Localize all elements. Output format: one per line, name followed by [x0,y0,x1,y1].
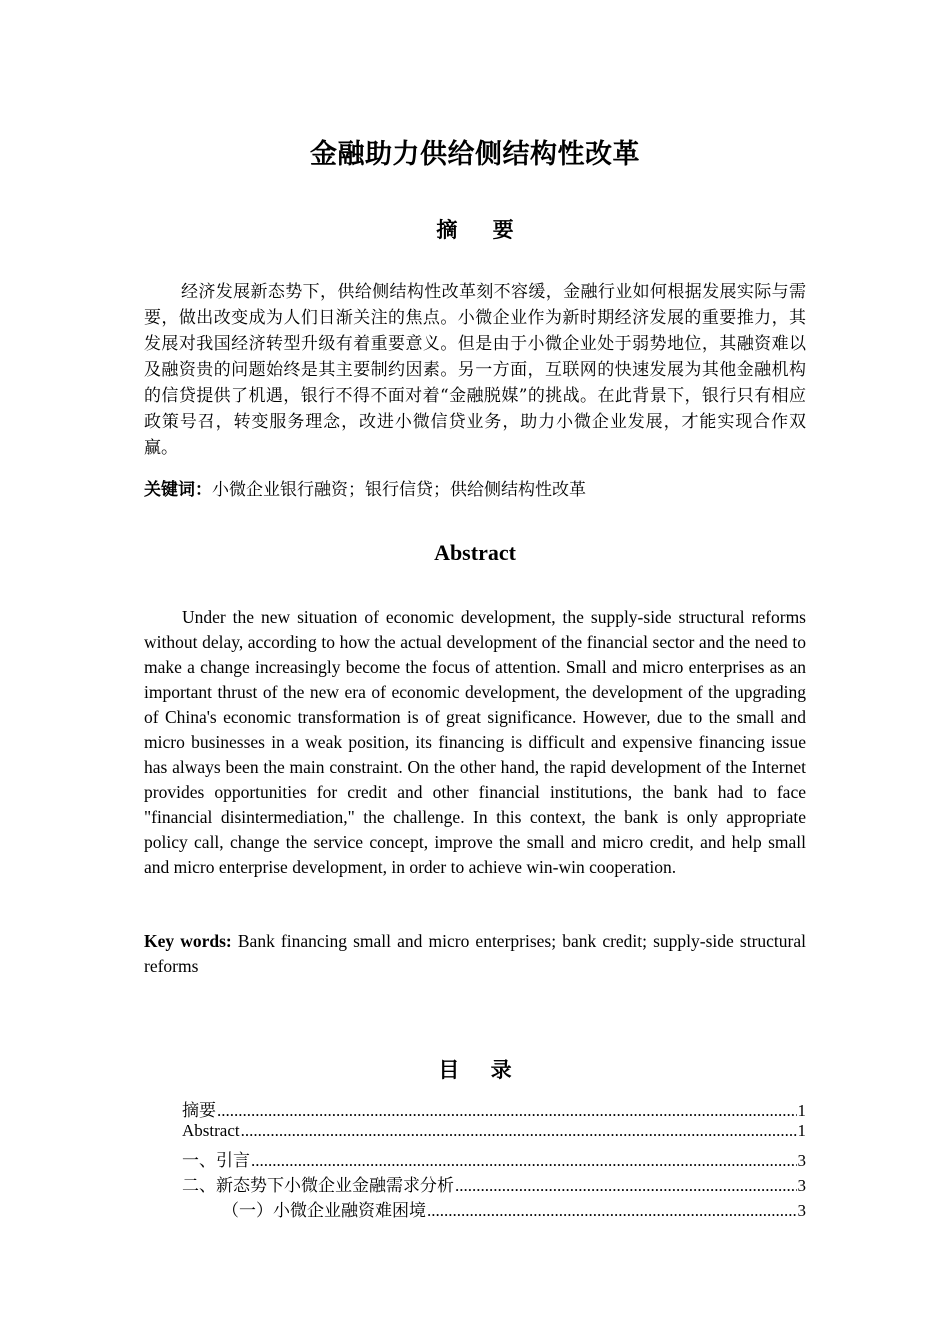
toc-entry-label: 一、引言 [182,1151,250,1170]
en-keywords [144,929,806,979]
toc-entry-page: 3 [797,1201,806,1220]
toc-leader-dots [251,1151,797,1171]
toc-entry-abstract-cn[interactable] [182,1096,806,1121]
toc-entry-page: 1 [797,1101,806,1120]
toc-entry-page: 3 [797,1151,806,1170]
toc-leader-dots [217,1101,797,1121]
cn-keywords-label: 关键词： [144,480,212,500]
toc-leader-dots [455,1176,797,1196]
toc-entry-page: 3 [797,1176,806,1195]
cn-abstract-body: 经济发展新态势下，供给侧结构性改革刻不容缓，金融行业如何根据发展实际与需要，做出改变成为人们日渐关注的焦点。小微企业作为新时期经济发展的重要推力，其发展对我国经济转型升级有着重要意义。但是由于小微企业处于弱势地位，其融资难以及融资贵的问题始终是其主要制约因素。另一方面，互联网的快速发展为其他金融机构的信贷提供了机遇，银行不得不面对着“金融脱媒”的挑战。在此背景下，银行只有相应政策号召，转变服务理念，改进小微信贷业务，助力小微企业发展，才能实现合作双赢。 [144,282,806,458]
en-abstract-body: Under the new situation of economic development, the supply-side structural reforms without delay, according to how the actual development of the financial sector and the need to make a change increasingly become the focus of attention. Small and micro enterprises as an important thrust of the new era of economic development, the development of the upgrading of China's economic transformation is of great significance. However, due to the small and micro businesses in a weak position, its financing is difficult and expensive financing issue has always been the main constraint. On the other hand, the rapid development of the Internet provides opportunities for credit and other financial institutions, the bank had to face "financial disintermediation," the challenge. In this context, the bank is only appropriate policy call, change the service concept, improve the small and micro credit, and help small and micro enterprise development, in order to achieve win-win cooperation. [144,607,806,877]
toc-leader-dots [427,1201,797,1221]
toc-heading: 目 录 [438,1057,524,1082]
en-keywords-value: Bank financing small and micro enterprises; bank credit; supply-side structural reforms [144,931,807,976]
toc-entry-label: 摘要 [182,1101,216,1120]
toc-entry-label: Abstract [182,1121,240,1140]
toc-entry-abstract-en[interactable] [182,1121,806,1146]
cn-keywords [144,477,806,503]
toc-entry-label: 二、新态势下小微企业金融需求分析 [182,1176,454,1195]
document-title: 金融助力供给侧结构性改革 [310,139,640,170]
toc-entry-section-2[interactable] [182,1171,806,1196]
en-keywords-label: Key words: [144,931,232,951]
table-of-contents [182,1096,806,1221]
en-abstract-heading: Abstract [434,540,516,565]
toc-entry-page: 1 [797,1121,806,1140]
cn-keywords-value: 小微企业银行融资；银行信贷；供给侧结构性改革 [212,480,586,500]
toc-entry-introduction[interactable] [182,1146,806,1171]
cn-abstract-heading: 摘 要 [436,217,528,242]
toc-leader-dots [241,1121,797,1141]
toc-entry-label: （一）小微企业融资难困境 [222,1201,426,1220]
toc-entry-section-2-1[interactable] [182,1196,806,1221]
